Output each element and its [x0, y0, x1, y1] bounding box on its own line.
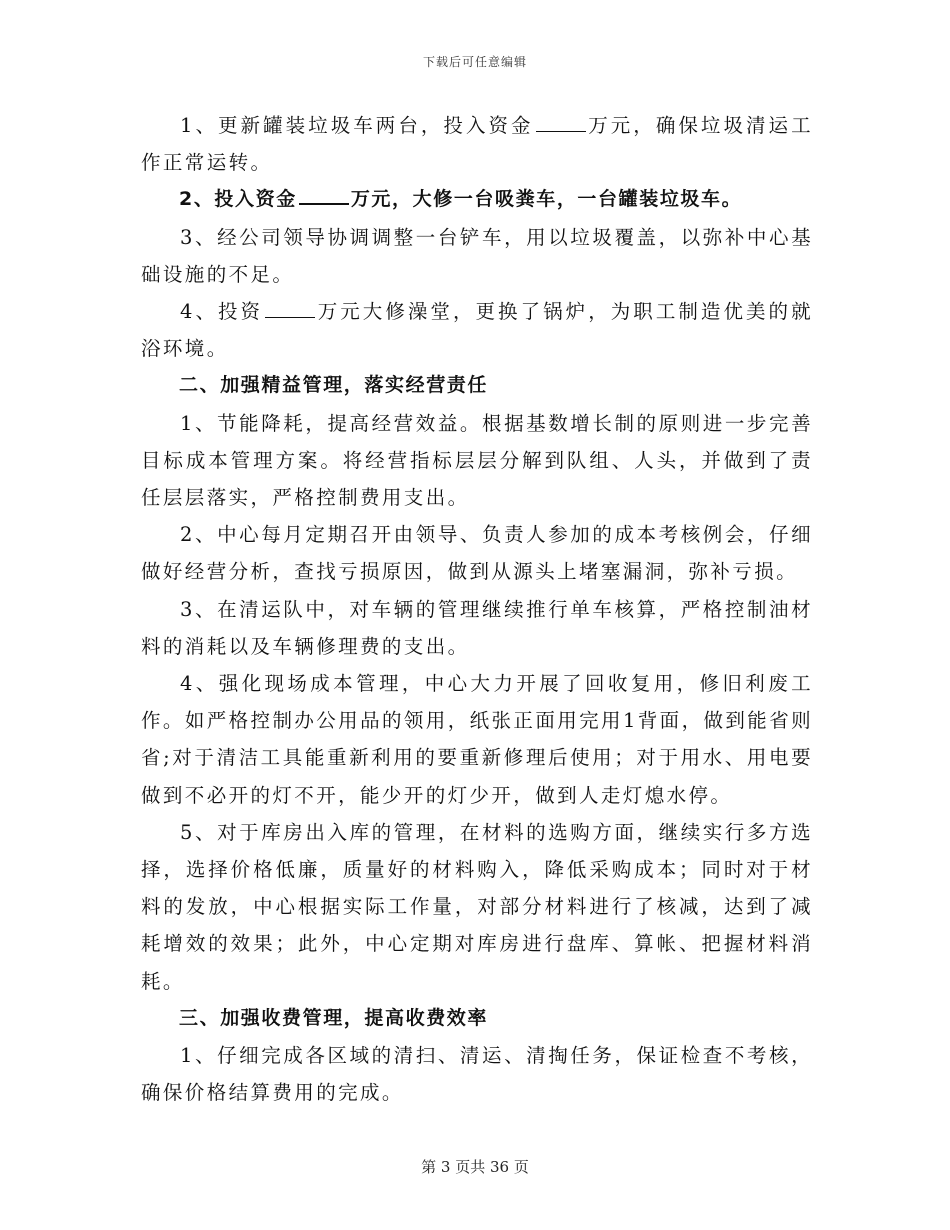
paragraph-8: 4、强化现场成本管理，中心大力开展了回收复用，修旧利废工作。如严格控制办公用品的领用，纸张正面用完用1背面，做到能省则省;对于清洁工具能重新利用的要重新修理后使用；对于用水、用电要做到不必开的灯不开，能少开的灯少开，做到人走灯熄水停。 [141, 672, 813, 807]
page-footer: 第 3 页共 36 页 [421, 1158, 529, 1176]
paragraph-2-text-b: 万元，大修一台吸粪车，一台罐装垃圾车。 [350, 188, 743, 211]
paragraph-6: 2、中心每月定期召开由领导、负责人参加的成本考核例会，仔细做好经营分析，查找亏损原因，做到从源头上堵塞漏洞，弥补亏损。 [141, 523, 813, 584]
fill-blank [536, 113, 586, 132]
section-heading-3: 三、加强收费管理，提高收费效率 [179, 1006, 489, 1029]
paragraph-10: 1、仔细完成各区域的清扫、清运、清掏任务，保证检查不考核，确保价格结算费用的完成。 [141, 1044, 813, 1105]
paragraph-2 [141, 181, 813, 218]
paragraph-4-text-a: 4、投资 [180, 300, 264, 324]
paragraph-7: 3、在清运队中，对车辆的管理继续推行单车核算，严格控制油材料的消耗以及车辆修理费的支出。 [141, 597, 813, 658]
paragraph-4 [141, 293, 813, 367]
paragraph-4-text-b: 万元大修澡堂，更换了锅炉，为职工制造优美的就浴环境。 [141, 300, 813, 361]
fill-blank [299, 185, 349, 205]
paragraph-2-text-a: 2、投入资金 [179, 188, 297, 211]
paragraph-1-text-b: 万元，确保垃圾清运工作正常运转。 [141, 114, 813, 175]
document-body [141, 107, 813, 1111]
paragraph-3: 3、经公司领导协调调整一台铲车，用以垃圾覆盖，以弥补中心基础设施的不足。 [141, 225, 813, 286]
paragraph-9: 5、对于库房出入库的管理，在材料的选购方面，继续实行多方选择，选择价格低廉，质量好的材料购入，降低采购成本；同时对于材料的发放，中心根据实际工作量，对部分材料进行了核减，达到了减耗增效的效果；此外，中心定期对库房进行盘库、算帐、把握材料消耗。 [141, 820, 813, 993]
paragraph-1 [141, 107, 813, 181]
section-heading-2: 二、加强精益管理，落实经营责任 [179, 374, 489, 397]
paragraph-1-text-a: 1、更新罐装垃圾车两台，投入资金 [180, 114, 534, 137]
paragraph-5: 1、节能降耗，提高经营效益。根据基数增长制的原则进一步完善目标成本管理方案。将经营指标层层分解到队组、人头，并做到了责任层层落实，严格控制费用支出。 [141, 411, 813, 510]
fill-blank [265, 299, 315, 318]
page-header: 下载后可任意编辑 [422, 55, 527, 69]
